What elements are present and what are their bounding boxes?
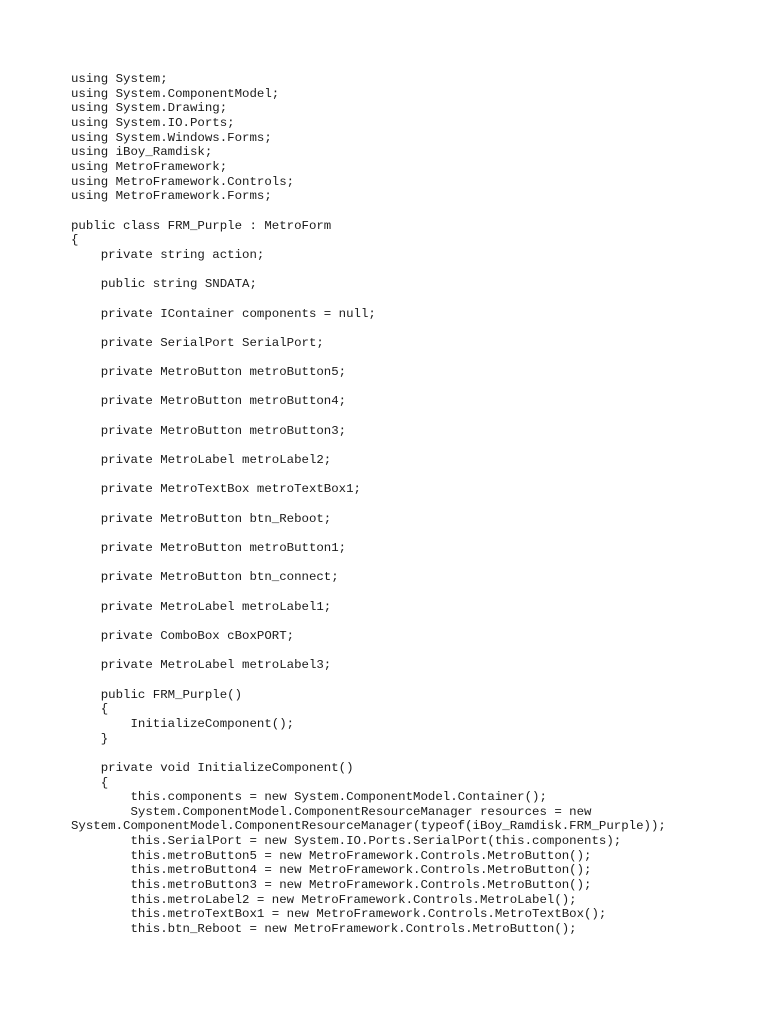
code-line	[71, 614, 666, 629]
code-line: private MetroLabel metroLabel2;	[71, 453, 332, 468]
code-line	[71, 350, 666, 365]
code-line: using System.ComponentModel;	[71, 86, 280, 101]
code-line	[71, 438, 666, 453]
code-line	[71, 644, 666, 659]
code-line: this.SerialPort = new System.IO.Ports.SerialPort(this.components);	[71, 834, 622, 849]
code-line: this.metroTextBox1 = new MetroFramework.Controls.MetroTextBox();	[71, 907, 607, 922]
code-line: this.metroLabel2 = new MetroFramework.Controls.MetroLabel();	[71, 892, 577, 907]
code-listing	[71, 72, 666, 937]
code-line	[71, 292, 666, 307]
code-line	[71, 468, 666, 483]
code-line: System.ComponentModel.ComponentResourceManager resources = new	[71, 804, 592, 819]
code-line	[71, 204, 666, 219]
code-line: private MetroLabel metroLabel1;	[71, 599, 332, 614]
code-line: using System.IO.Ports;	[71, 115, 235, 130]
code-line: private MetroTextBox metroTextBox1;	[71, 482, 361, 497]
code-line	[71, 526, 666, 541]
code-line: using MetroFramework;	[71, 159, 228, 174]
code-line	[71, 321, 666, 336]
code-line: using iBoy_Ramdisk;	[71, 145, 213, 160]
code-line: public class FRM_Purple : MetroForm	[71, 218, 332, 233]
code-line: this.metroButton4 = new MetroFramework.Controls.MetroButton();	[71, 863, 592, 878]
code-line	[71, 263, 666, 278]
code-line: using System.Drawing;	[71, 101, 228, 116]
code-line: private MetroButton metroButton4;	[71, 394, 347, 409]
code-line	[71, 746, 666, 761]
code-line: this.metroButton3 = new MetroFramework.Controls.MetroButton();	[71, 878, 592, 893]
code-line: private MetroButton metroButton5;	[71, 365, 347, 380]
code-line: public string SNDATA;	[71, 277, 257, 292]
code-line: private void InitializeComponent()	[71, 760, 354, 775]
code-line: using MetroFramework.Controls;	[71, 174, 295, 189]
code-line: private MetroButton metroButton1;	[71, 541, 347, 555]
code-line: this.btn_Reboot = new MetroFramework.Controls.MetroButton();	[71, 922, 577, 937]
code-line: private string action;	[71, 247, 265, 262]
code-line	[71, 497, 666, 512]
code-line: private ComboBox cBoxPORT;	[71, 628, 295, 643]
code-line	[71, 673, 666, 688]
code-line: this.components = new System.ComponentModel.Container();	[71, 790, 547, 805]
code-line: using System;	[71, 72, 168, 86]
code-line: private IContainer components = null;	[71, 306, 376, 321]
code-line: {	[71, 233, 79, 248]
code-line: }	[71, 731, 109, 746]
code-line: private MetroButton btn_connect;	[71, 570, 339, 585]
code-line: using System.Windows.Forms;	[71, 130, 272, 145]
code-line: private SerialPort SerialPort;	[71, 335, 324, 350]
code-line	[71, 380, 666, 395]
code-line: private MetroLabel metroLabel3;	[71, 658, 332, 673]
code-line: using MetroFramework.Forms;	[71, 189, 272, 204]
code-line: {	[71, 702, 109, 717]
code-line	[71, 556, 666, 571]
code-line: {	[71, 775, 109, 790]
code-line	[71, 585, 666, 600]
code-line	[71, 409, 666, 424]
code-line: private MetroButton btn_Reboot;	[71, 511, 332, 526]
code-line: private MetroButton metroButton3;	[71, 423, 347, 438]
code-line: public FRM_Purple()	[71, 687, 243, 702]
code-line: InitializeComponent();	[71, 716, 295, 731]
code-line: System.ComponentModel.ComponentResourceManager(typeof(iBoy_Ramdisk.FRM_Purple));	[71, 819, 666, 834]
code-line: this.metroButton5 = new MetroFramework.Controls.MetroButton();	[71, 848, 592, 863]
